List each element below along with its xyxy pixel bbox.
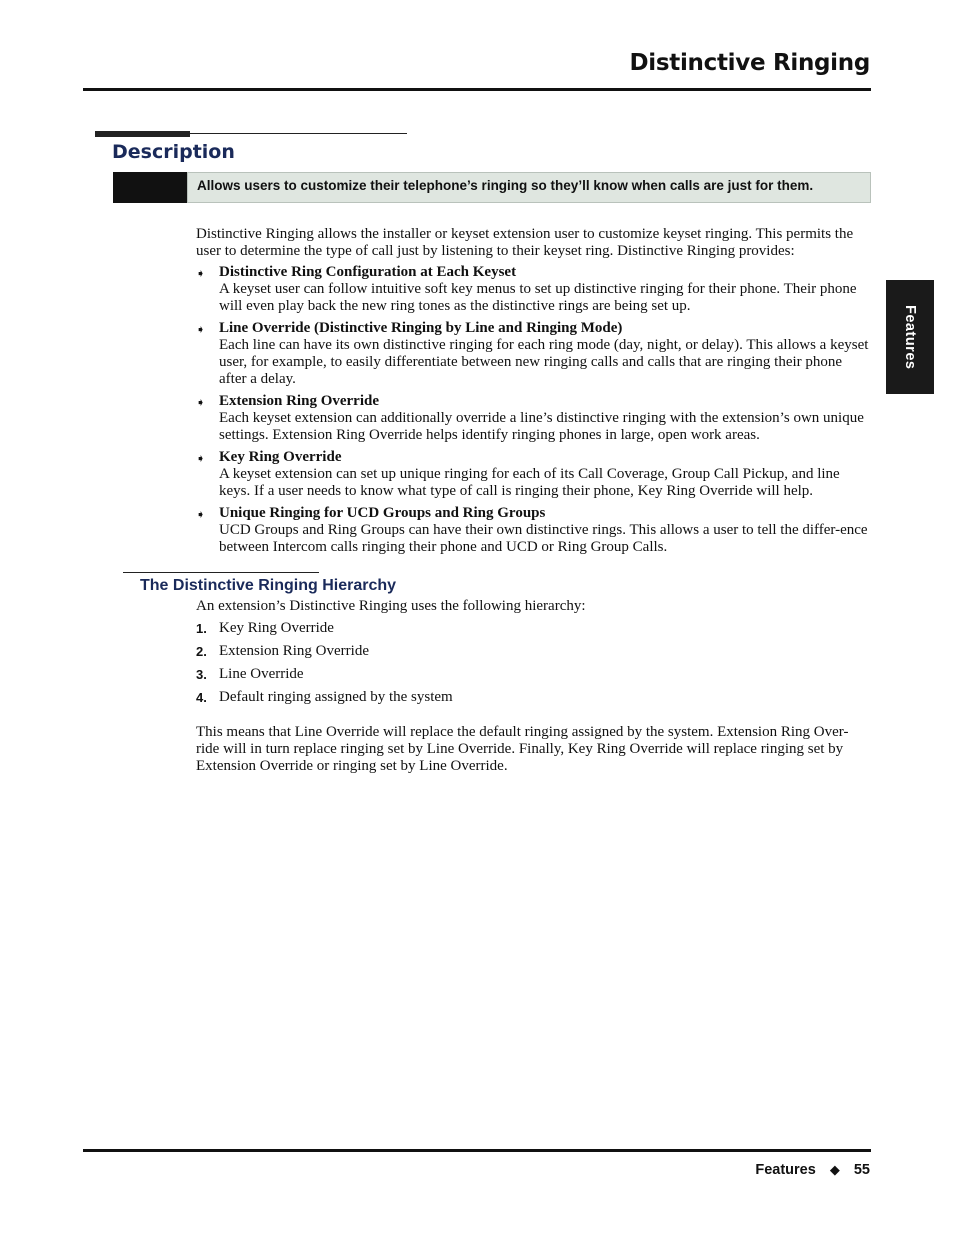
page-number: 55 xyxy=(853,1162,870,1178)
list-item xyxy=(196,666,871,689)
list-item xyxy=(196,449,871,500)
list-number: 2. xyxy=(196,644,207,659)
list-item xyxy=(196,393,871,444)
summary-bar xyxy=(113,172,871,203)
list-item xyxy=(196,689,871,712)
hierarchy-closing: This means that Line Override will replace the default ringing assigned by the system. Extension Ring Over-ride will in turn replace ringing set by Line Override. Finally, Key Ring Override will replace ringing set by Extension Override or ringing set by Line Override. xyxy=(196,724,849,774)
section-rule-thick xyxy=(95,131,190,137)
feature-text: A keyset user can follow intuitive soft key menus to set up distinctive ringing for their phone. Their phone will even play back the new ring tones as the distinctive rings are being set up. xyxy=(219,281,857,314)
feature-title: Line Override (Distinctive Ringing by Line and Ringing Mode) xyxy=(219,320,623,336)
description-intro: Distinctive Ringing allows the installer or keyset extension user to customize keyset ringing. This permits the user to determine the type of call just by listening to their keyset ring. Distinctive Ringing provides: xyxy=(196,226,854,259)
hierarchy-intro: An extension’s Distinctive Ringing uses the following hierarchy: xyxy=(196,598,586,614)
footer-section: Features xyxy=(755,1162,816,1178)
hierarchy-body xyxy=(196,598,871,775)
feature-text: Each keyset extension can additionally override a line’s distinctive ringing with the extension’s own unique settings. Extension Ring Override helps identify ringing phones in large, open work areas. xyxy=(219,410,864,443)
footer-rule xyxy=(83,1149,871,1152)
summary-marker xyxy=(113,172,187,203)
list-item xyxy=(196,643,871,666)
side-tab-label: Features xyxy=(902,304,918,370)
header-rule xyxy=(83,88,871,91)
arrow-bullet-icon: ➧ xyxy=(196,508,206,521)
list-text: Key Ring Override xyxy=(219,620,334,636)
feature-text: UCD Groups and Ring Groups can have their own distinctive rings. This allows a user to tell the differ-ence between Intercom calls ringing their phone and UCD or Ring Group Calls. xyxy=(219,522,868,555)
list-text: Line Override xyxy=(219,666,304,682)
feature-title: Extension Ring Override xyxy=(219,393,379,409)
list-text: Extension Ring Override xyxy=(219,643,369,659)
list-number: 4. xyxy=(196,690,207,705)
section-rule-thin xyxy=(95,133,407,134)
list-number: 1. xyxy=(196,621,207,636)
feature-title: Distinctive Ring Configuration at Each Keyset xyxy=(219,264,517,280)
feature-list xyxy=(196,264,871,556)
feature-title: Unique Ringing for UCD Groups and Ring Groups xyxy=(219,505,546,521)
page-footer xyxy=(755,1162,870,1178)
list-item xyxy=(196,620,871,643)
description-body xyxy=(196,226,871,561)
feature-text: Each line can have its own distinctive ringing for each ring mode (day, night, or delay). This allows a keyset user, for example, to easily differentiate between new ringing calls and calls that are ringing their phone after a delay. xyxy=(219,337,869,387)
hierarchy-list xyxy=(196,620,871,712)
list-text: Default ringing assigned by the system xyxy=(219,689,453,705)
list-item xyxy=(196,505,871,556)
description-heading: Description xyxy=(112,141,235,163)
arrow-bullet-icon: ➧ xyxy=(196,323,206,336)
arrow-bullet-icon: ➧ xyxy=(196,396,206,409)
hierarchy-heading: The Distinctive Ringing Hierarchy xyxy=(140,577,397,594)
feature-text: A keyset extension can set up unique ringing for each of its Call Coverage, Group Call Pickup, and line keys. If a user needs to know what type of call is ringing their phone, Key Ring Override will help. xyxy=(219,466,840,499)
feature-title: Key Ring Override xyxy=(219,449,342,465)
features-side-tab xyxy=(886,280,934,394)
page-title: Distinctive Ringing xyxy=(629,50,870,76)
summary-text: Allows users to customize their telephone’s ringing so they’ll know when calls are just for them. xyxy=(187,172,871,203)
arrow-bullet-icon: ➧ xyxy=(196,452,206,465)
subsection-rule xyxy=(123,572,319,573)
arrow-bullet-icon: ➧ xyxy=(196,267,206,280)
list-item xyxy=(196,264,871,315)
list-item xyxy=(196,320,871,388)
list-number: 3. xyxy=(196,667,207,682)
diamond-separator-icon: ◆ xyxy=(829,1163,840,1178)
